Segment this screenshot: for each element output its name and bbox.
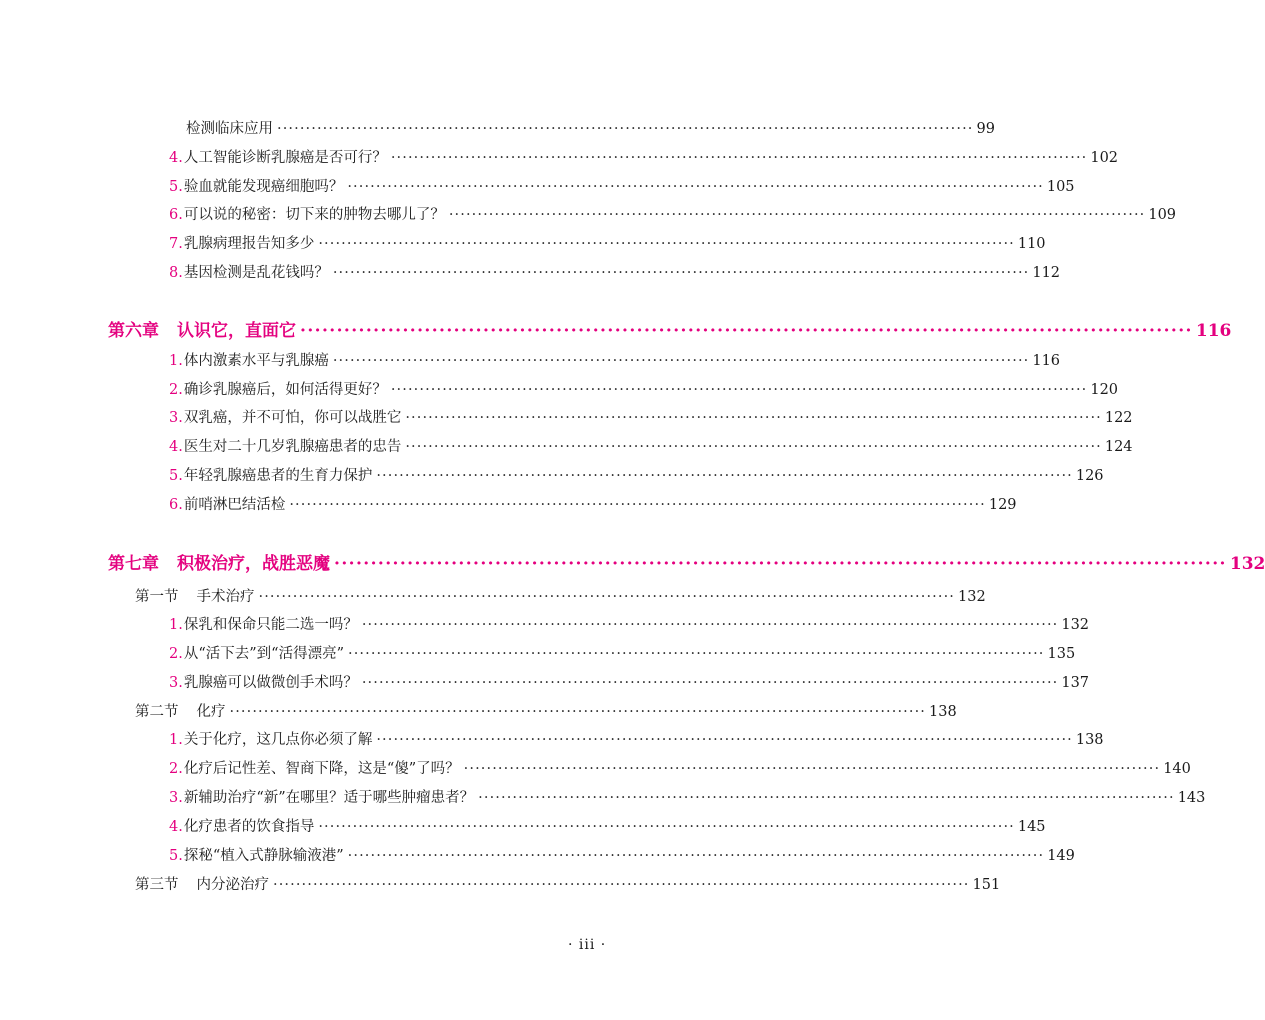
toc-entry[interactable] bbox=[169, 818, 1046, 836]
section-label: 第二节 bbox=[135, 704, 179, 720]
toc-entry-title: 探秘“植入式静脉输液港” bbox=[183, 848, 344, 864]
toc-entry-title: 检测临床应用 bbox=[186, 121, 273, 137]
toc-entry-page: 116 bbox=[1032, 353, 1061, 369]
toc-entry[interactable] bbox=[169, 178, 1075, 196]
toc-entry-title: 关于化疗，这几点你必须了解 bbox=[183, 732, 373, 748]
toc-section[interactable] bbox=[135, 876, 1001, 894]
dot-leader: ·························································································································· bbox=[332, 265, 1030, 281]
dot-leader: ·························································································································· bbox=[390, 382, 1088, 398]
toc-entry[interactable] bbox=[186, 120, 995, 138]
toc-entry-number: 2. bbox=[169, 646, 183, 662]
toc-entry-number: 3. bbox=[169, 790, 183, 806]
toc-entry-page: 126 bbox=[1075, 468, 1104, 484]
chapter-label: 第六章 bbox=[108, 321, 159, 341]
dot-leader: ·························································································································· bbox=[318, 819, 1015, 835]
chapter-label: 第七章 bbox=[108, 554, 159, 574]
toc-entry[interactable] bbox=[169, 206, 1177, 224]
toc-entry-title: 乳腺癌可以做微创手术吗？ bbox=[183, 675, 358, 691]
toc-entry-title: 新辅助治疗“新”在哪里？适于哪些肿瘤患者？ bbox=[183, 790, 475, 806]
toc-chapter[interactable] bbox=[108, 321, 1232, 341]
toc-entry-number: 8. bbox=[169, 265, 183, 281]
toc-entry-number: 1. bbox=[169, 353, 183, 369]
dot-leader: ·························································································································· bbox=[405, 439, 1102, 455]
dot-leader: ·························································································································· bbox=[405, 410, 1102, 426]
toc-entry-title: 化疗后记性差、智商下降，这是“傻”了吗？ bbox=[183, 761, 460, 777]
section-title: 手术治疗 bbox=[196, 589, 255, 605]
toc-entry-number: 4. bbox=[169, 439, 183, 455]
toc-entry-number: 3. bbox=[169, 410, 183, 426]
dot-leader: ·························································································································· bbox=[258, 589, 956, 605]
toc-entry-number: 6. bbox=[169, 497, 183, 513]
dot-leader: ·························································································································· bbox=[478, 790, 1175, 806]
toc-entry-number: 4. bbox=[169, 150, 183, 166]
toc-entry-number: 4. bbox=[169, 819, 183, 835]
toc-entry-page: 129 bbox=[988, 497, 1017, 513]
section-page: 151 bbox=[972, 877, 1001, 893]
toc-entry-title: 体内激素水平与乳腺癌 bbox=[183, 353, 329, 369]
dot-leader: ·························································································································· bbox=[277, 121, 974, 137]
toc-entry-page: 149 bbox=[1047, 848, 1075, 864]
toc-entry-title: 可以说的秘密：切下来的肿物去哪儿了？ bbox=[183, 207, 445, 223]
toc-entry-number: 5. bbox=[169, 848, 183, 864]
page-number: · iii · bbox=[568, 937, 607, 953]
dot-leader: ·························································································································· bbox=[463, 761, 1161, 777]
section-title: 内分泌治疗 bbox=[196, 877, 269, 893]
dot-leader: ·························································································································· bbox=[273, 877, 970, 893]
toc-entry-title: 医生对二十几岁乳腺癌患者的忠告 bbox=[183, 439, 402, 455]
toc-entry-title: 确诊乳腺癌后，如何活得更好？ bbox=[183, 382, 387, 398]
section-title: 化疗 bbox=[196, 704, 226, 720]
toc-entry-number: 5. bbox=[169, 179, 183, 195]
toc-entry-number: 7. bbox=[169, 236, 183, 252]
toc-entry-title: 年轻乳腺癌患者的生育力保护 bbox=[183, 468, 373, 484]
toc-entry-title: 从“活下去”到“活得漂亮” bbox=[183, 646, 344, 662]
dot-leader: ·························································································································· bbox=[332, 353, 1030, 369]
toc-entry-title: 前哨淋巴结活检 bbox=[183, 497, 286, 513]
toc-entry[interactable] bbox=[169, 235, 1046, 253]
dot-leader: ·························································································································· bbox=[229, 704, 927, 720]
toc-entry[interactable] bbox=[169, 674, 1090, 692]
chapter-title: 积极治疗，战胜恶魔 bbox=[177, 554, 330, 574]
dot-leader: ·························································································································· bbox=[376, 468, 1073, 484]
toc-entry-title: 人工智能诊断乳腺癌是否可行？ bbox=[183, 150, 387, 166]
dot-leader: ·························································································································· bbox=[376, 732, 1073, 748]
toc-entry-number: 2. bbox=[169, 761, 183, 777]
toc-entry-page: 143 bbox=[1177, 790, 1206, 806]
toc-entry-page: 132 bbox=[1061, 617, 1090, 633]
toc-entry-page: 138 bbox=[1075, 732, 1104, 748]
toc-entry-title: 保乳和保命只能二选一吗？ bbox=[183, 617, 358, 633]
dot-leader: ·························································································································· bbox=[361, 617, 1059, 633]
toc-chapter[interactable] bbox=[108, 554, 1265, 574]
toc-entry-page: 140 bbox=[1163, 761, 1191, 777]
toc-entry-number: 6. bbox=[169, 207, 183, 223]
dot-leader: ·························································································································· bbox=[334, 554, 1227, 574]
toc-entry-page: 124 bbox=[1104, 439, 1133, 455]
section-page: 132 bbox=[958, 589, 986, 605]
toc-entry-page: 145 bbox=[1017, 819, 1046, 835]
dot-leader: ·························································································································· bbox=[348, 646, 1045, 662]
toc-entry-number: 5. bbox=[169, 468, 183, 484]
chapter-page: 132 bbox=[1229, 554, 1265, 574]
toc-entry-title: 基因检测是乱花钱吗？ bbox=[183, 265, 329, 281]
toc-entry-title: 双乳癌，并不可怕，你可以战胜它 bbox=[183, 410, 402, 426]
dot-leader: ·························································································································· bbox=[300, 321, 1193, 341]
dot-leader: ·························································································································· bbox=[347, 848, 1045, 864]
toc-entry[interactable] bbox=[169, 149, 1119, 167]
toc-entry-page: 135 bbox=[1047, 646, 1076, 662]
toc-entry-number: 1. bbox=[169, 617, 183, 633]
toc-entry-page: 102 bbox=[1090, 150, 1119, 166]
toc-entry[interactable] bbox=[169, 264, 1061, 282]
section-label: 第三节 bbox=[135, 877, 179, 893]
dot-leader: ·························································································································· bbox=[390, 150, 1088, 166]
toc-entry-title: 乳腺病理报告知多少 bbox=[183, 236, 315, 252]
chapter-page: 116 bbox=[1195, 321, 1232, 341]
section-page: 138 bbox=[929, 704, 957, 720]
toc-entry-page: 110 bbox=[1017, 236, 1046, 252]
toc-entry-page: 109 bbox=[1148, 207, 1177, 223]
toc-entry[interactable] bbox=[169, 352, 1061, 370]
dot-leader: ·························································································································· bbox=[318, 236, 1015, 252]
toc-entry[interactable] bbox=[169, 381, 1119, 399]
dot-leader: ·························································································································· bbox=[347, 179, 1044, 195]
toc-entry[interactable] bbox=[169, 616, 1090, 634]
toc-entry[interactable] bbox=[169, 760, 1191, 778]
chapter-title: 认识它，直面它 bbox=[177, 321, 296, 341]
toc-entry[interactable] bbox=[169, 789, 1206, 807]
toc-entry[interactable] bbox=[169, 731, 1104, 749]
toc-entry[interactable] bbox=[169, 645, 1076, 663]
toc-entry-title: 验血就能发现癌细胞吗？ bbox=[183, 179, 344, 195]
toc-entry-page: 122 bbox=[1104, 410, 1133, 426]
dot-leader: ·························································································································· bbox=[289, 497, 986, 513]
toc-entry[interactable] bbox=[169, 438, 1133, 456]
toc-section[interactable] bbox=[135, 588, 986, 606]
toc-section[interactable] bbox=[135, 703, 957, 721]
dot-leader: ·························································································································· bbox=[448, 207, 1146, 223]
toc-entry-title: 化疗患者的饮食指导 bbox=[183, 819, 315, 835]
toc-entry[interactable] bbox=[169, 409, 1133, 427]
toc-entry-number: 1. bbox=[169, 732, 183, 748]
toc-entry-page: 112 bbox=[1032, 265, 1061, 281]
toc-entry-page: 105 bbox=[1046, 179, 1075, 195]
toc-entry-page: 137 bbox=[1061, 675, 1090, 691]
toc-entry-page: 120 bbox=[1090, 382, 1119, 398]
toc-entry[interactable] bbox=[169, 467, 1104, 485]
toc-entry-number: 3. bbox=[169, 675, 183, 691]
toc-entry[interactable] bbox=[169, 496, 1017, 514]
toc-entry-number: 2. bbox=[169, 382, 183, 398]
toc-entry-page: 99 bbox=[976, 121, 995, 137]
toc-entry[interactable] bbox=[169, 847, 1075, 865]
dot-leader: ·························································································································· bbox=[361, 675, 1059, 691]
section-label: 第一节 bbox=[135, 589, 179, 605]
